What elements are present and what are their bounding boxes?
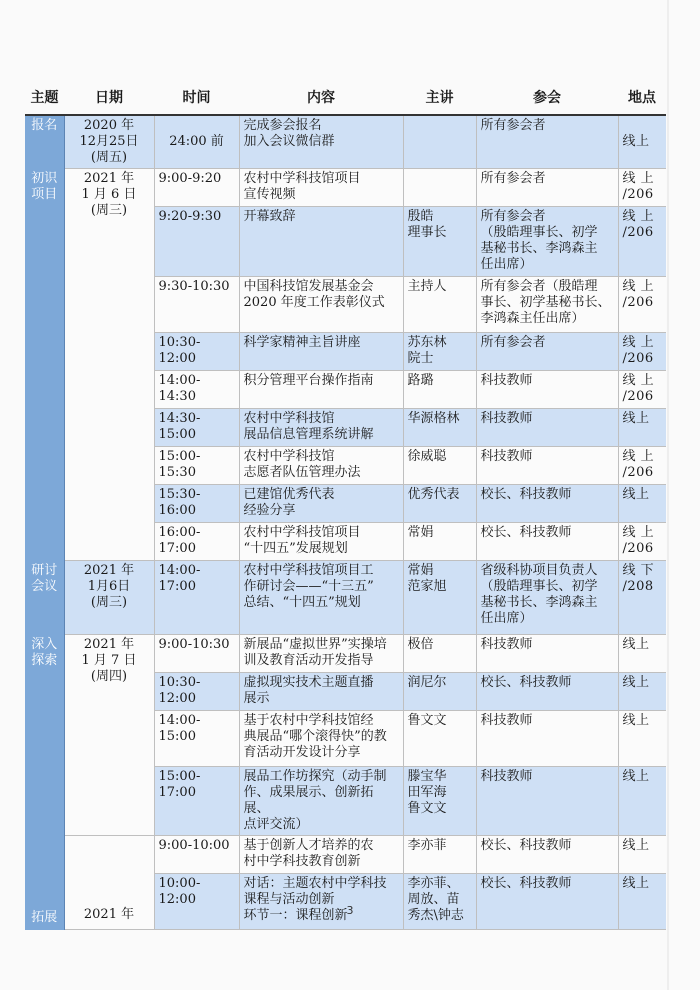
content-cell: 积分管理平台操作指南	[239, 371, 403, 409]
content-cell: 虚拟现实技术主题直播 展示	[239, 673, 403, 711]
schedule-table	[25, 88, 666, 930]
content-cell: 开幕致辞	[239, 207, 403, 277]
date-cell: 2021 年 1 月 7 日 (周四)	[64, 635, 154, 836]
content-cell: 新展品“虚拟世界”实操培 训及教育活动开发指导	[239, 635, 403, 673]
table-row	[25, 836, 666, 874]
attendees-cell: 校长、科技教师	[476, 874, 618, 930]
table-row	[25, 169, 666, 207]
speaker-cell: 路璐	[403, 371, 476, 409]
date-cell: 2021 年	[64, 836, 154, 930]
location-cell: 线 上 /206	[618, 207, 666, 277]
speaker-cell: 徐威聪	[403, 447, 476, 485]
location-cell: 线上	[618, 485, 666, 523]
attendees-cell: 科技教师	[476, 371, 618, 409]
content-cell: 农村中学科技馆项目 宣传视频	[239, 169, 403, 207]
location-cell: 线 上 /206	[618, 277, 666, 333]
time-cell: 9:30-10:30	[154, 277, 239, 333]
time-cell: 14:30-15:00	[154, 409, 239, 447]
attendees-cell: 省级科协项目负责人 （殷皓理事长、初学 基秘书长、李鸿森主 任出席）	[476, 561, 618, 635]
speaker-cell: 主持人	[403, 277, 476, 333]
time-cell: 14:00-17:00	[154, 561, 239, 635]
time-cell: 15:00-15:30	[154, 447, 239, 485]
header-speaker: 主讲	[403, 88, 476, 115]
attendees-cell: 所有参会者（殷皓理 事长、初学基秘书长、 李鸿森主任出席）	[476, 277, 618, 333]
header-location: 地点	[618, 88, 666, 115]
content-cell: 对话：主题农村中学科技 课程与活动创新 环节一：课程创新	[239, 874, 403, 930]
content-cell: 基于农村中学科技馆经 典展品“哪个滚得快”的教 育活动开发设计分享	[239, 711, 403, 767]
speaker-cell: 优秀代表	[403, 485, 476, 523]
time-cell: 9:20-9:30	[154, 207, 239, 277]
speaker-cell: 华源格林	[403, 409, 476, 447]
header-theme: 主题	[25, 88, 64, 115]
speaker-cell	[403, 115, 476, 169]
attendees-cell: 科技教师	[476, 409, 618, 447]
location-cell: 线上	[618, 767, 666, 836]
speaker-cell: 李亦菲、 周放、苗 秀杰\钟志	[403, 874, 476, 930]
theme-cell: 研讨 会议	[25, 561, 64, 635]
time-cell: 10:30-12:00	[154, 673, 239, 711]
header-time: 时间	[154, 88, 239, 115]
attendees-cell: 科技教师	[476, 767, 618, 836]
location-cell: 线上	[618, 635, 666, 673]
location-cell: 线上	[618, 836, 666, 874]
table-header-row	[25, 88, 666, 115]
speaker-cell: 鲁文文	[403, 711, 476, 767]
attendees-cell: 校长、科技教师	[476, 523, 618, 561]
content-cell: 展品工作坊探究（动手制 作、成果展示、创新拓展、 点评交流）	[239, 767, 403, 836]
location-cell: 线 上 /206	[618, 523, 666, 561]
table-row	[25, 115, 666, 169]
header-content: 内容	[239, 88, 403, 115]
speaker-cell: 李亦菲	[403, 836, 476, 874]
attendees-cell: 科技教师	[476, 711, 618, 767]
content-cell: 已建馆优秀代表 经验分享	[239, 485, 403, 523]
time-cell: 16:00-17:00	[154, 523, 239, 561]
content-cell: 科学家精神主旨讲座	[239, 333, 403, 371]
theme-cell: 报名	[25, 115, 64, 169]
speaker-cell: 润尼尔	[403, 673, 476, 711]
content-cell: 农村中学科技馆项目工 作研讨会——“十三五” 总结、“十四五”规划	[239, 561, 403, 635]
time-cell: 15:30-16:00	[154, 485, 239, 523]
location-cell: 线 上 /206	[618, 169, 666, 207]
attendees-cell: 科技教师	[476, 447, 618, 485]
table-row	[25, 561, 666, 635]
date-cell: 2020 年 12月25日 (周五)	[64, 115, 154, 169]
location-cell: 线 上 /206	[618, 447, 666, 485]
content-cell: 完成参会报名 加入会议微信群	[239, 115, 403, 169]
speaker-cell: 滕宝华 田军海 鲁文文	[403, 767, 476, 836]
content-cell: 农村中学科技馆 展品信息管理系统讲解	[239, 409, 403, 447]
page-number: 3	[346, 904, 354, 917]
time-cell: 9:00-10:00	[154, 836, 239, 874]
location-cell: 线 上 /206	[618, 371, 666, 409]
location-cell: 线上	[618, 711, 666, 767]
location-cell: 线上	[618, 115, 666, 169]
attendees-cell: 校长、科技教师	[476, 485, 618, 523]
speaker-cell: 极倍	[403, 635, 476, 673]
attendees-cell: 所有参会者	[476, 169, 618, 207]
speaker-cell: 殷皓 理事长	[403, 207, 476, 277]
time-cell: 10:00-12:00	[154, 874, 239, 930]
attendees-cell: 科技教师	[476, 635, 618, 673]
theme-cell: 深入 探索	[25, 635, 64, 836]
time-cell: 24:00 前	[154, 115, 239, 169]
time-cell: 15:00-17:00	[154, 767, 239, 836]
speaker-cell: 苏东林 院士	[403, 333, 476, 371]
speaker-cell	[403, 169, 476, 207]
attendees-cell: 校长、科技教师	[476, 836, 618, 874]
time-cell: 14:00-15:00	[154, 711, 239, 767]
header-attendees: 参会	[476, 88, 618, 115]
theme-cell: 拓展	[25, 836, 64, 930]
content-cell: 农村中学科技馆项目 “十四五”发展规划	[239, 523, 403, 561]
header-date: 日期	[64, 88, 154, 115]
time-cell: 10:30-12:00	[154, 333, 239, 371]
attendees-cell: 所有参会者	[476, 115, 618, 169]
date-cell: 2021 年 1 月 6 日 (周三)	[64, 169, 154, 561]
location-cell: 线上	[618, 409, 666, 447]
date-cell: 2021 年 1月6日 (周三)	[64, 561, 154, 635]
speaker-cell: 常娟	[403, 523, 476, 561]
content-cell: 中国科技馆发展基金会 2020 年度工作表彰仪式	[239, 277, 403, 333]
table-row	[25, 635, 666, 673]
attendees-cell: 所有参会者	[476, 333, 618, 371]
time-cell: 9:00-9:20	[154, 169, 239, 207]
time-cell: 14:00-14:30	[154, 371, 239, 409]
content-cell: 基于创新人才培养的农 村中学科技教育创新	[239, 836, 403, 874]
content-cell: 农村中学科技馆 志愿者队伍管理办法	[239, 447, 403, 485]
speaker-cell: 常娟 范家旭	[403, 561, 476, 635]
time-cell: 9:00-10:30	[154, 635, 239, 673]
location-cell: 线 下 /208	[618, 561, 666, 635]
attendees-cell: 校长、科技教师	[476, 673, 618, 711]
location-cell: 线上	[618, 874, 666, 930]
location-cell: 线 上 /206	[618, 333, 666, 371]
location-cell: 线上	[618, 673, 666, 711]
attendees-cell: 所有参会者 （殷皓理事长、初学 基秘书长、李鸿森主 任出席）	[476, 207, 618, 277]
theme-cell: 初识 项目	[25, 169, 64, 561]
